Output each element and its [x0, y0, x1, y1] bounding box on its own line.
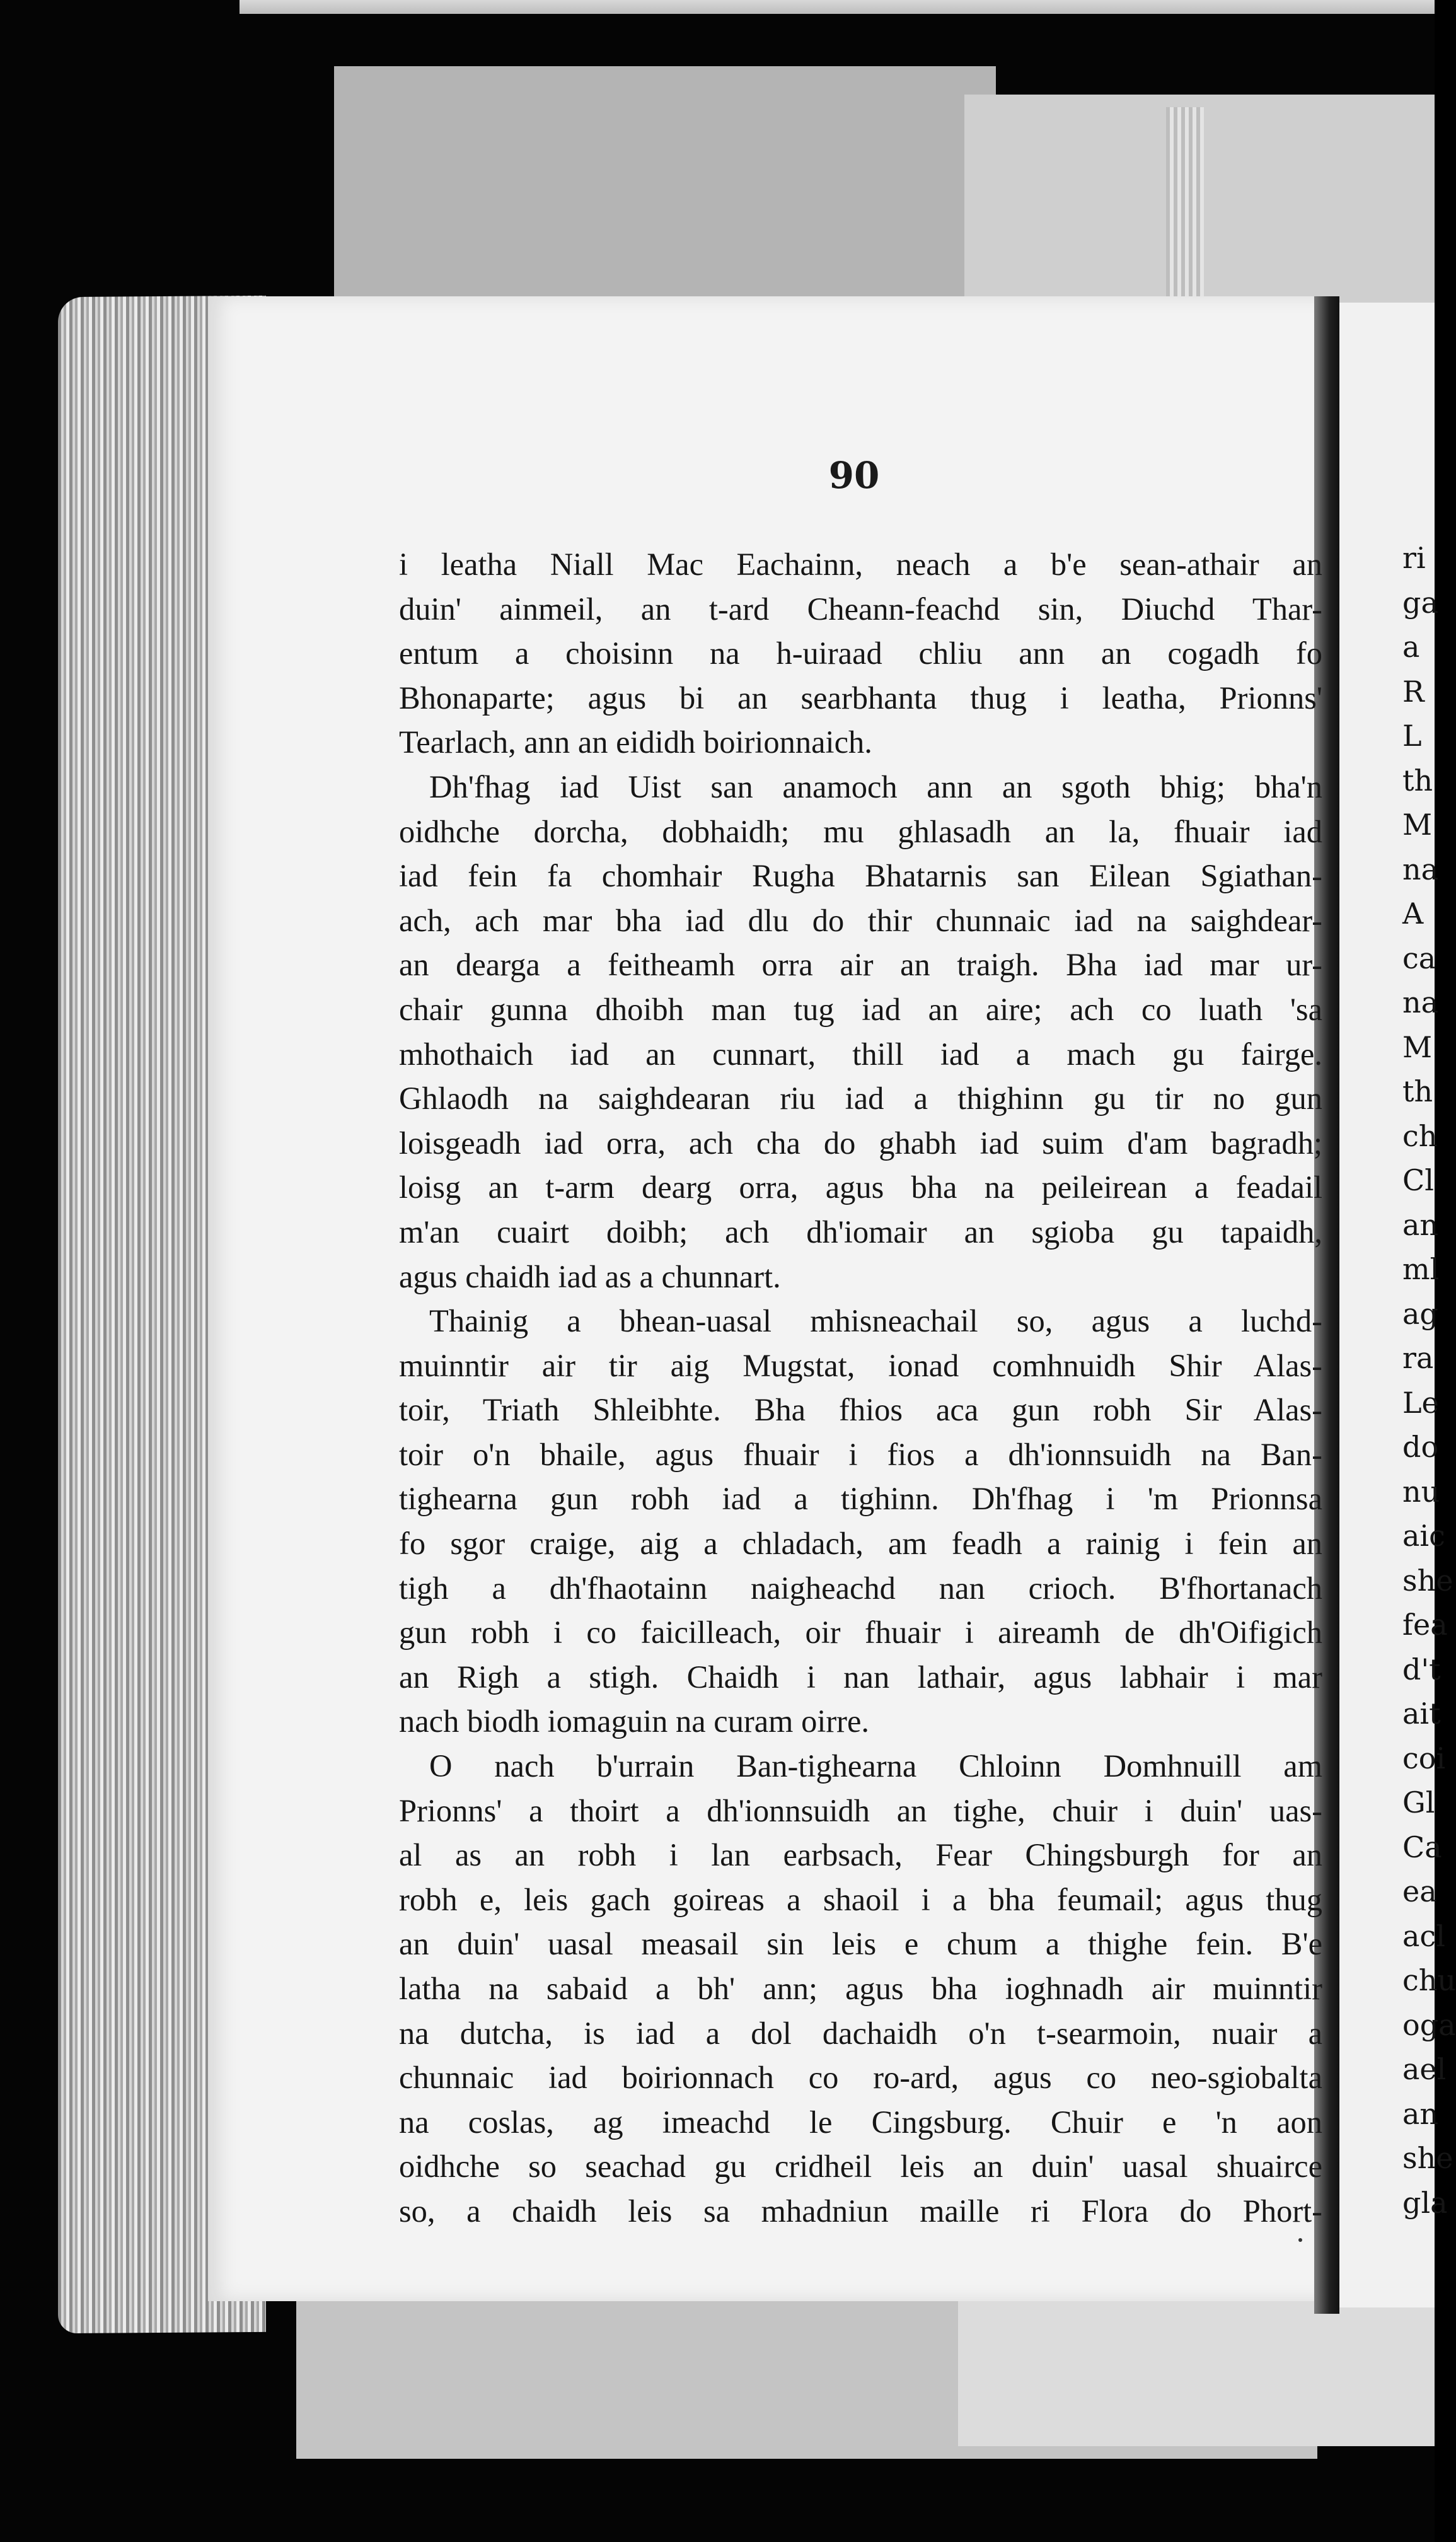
text-line: toir, Triath Shleibhte. Bha fhios aca gun robh Sir Alas- — [399, 1392, 1322, 1428]
text-line: na dutcha, is iad a dol dachaidh o'n t-searmoin, nuair a — [399, 2015, 1322, 2051]
next-page-fragment: ea — [1402, 1874, 1437, 1908]
next-page-fragment: ag — [1402, 1296, 1438, 1331]
text-line: al as an robh i lan earbsach, Fear Chingsburgh for an — [399, 1837, 1322, 1873]
text-line: agus chaidh iad as a chunnart. — [399, 1258, 781, 1294]
text-line: robh e, leis gach goireas a shaoil i a bha feumail; agus thug — [399, 1881, 1322, 1917]
next-page-fragment: ra — [1402, 1341, 1434, 1375]
text-line: iad fein fa chomhair Rugha Bhatarnis san Eilean Sgiathan- — [399, 858, 1322, 894]
backing-board-top — [334, 66, 996, 331]
text-line: Ghlaodh na saighdearan riu iad a thighinn gu tir no gun — [399, 1081, 1322, 1117]
next-page-fragment: th — [1402, 763, 1433, 798]
next-page-fragment: ml — [1402, 1252, 1440, 1286]
text-line: oidhche dorcha, dobhaidh; mu ghlasadh an la, fhuair iad — [399, 813, 1322, 849]
text-line: ach, ach mar bha iad dlu do thir chunnaic iad na saighdear- — [399, 902, 1322, 938]
next-page-fragment: d't — [1402, 1652, 1441, 1686]
next-page-edge — [1339, 303, 1456, 2307]
ink-speck — [1298, 2238, 1302, 2242]
text-line: latha na sabaid a bh' ann; agus bha ioghnadh air muinntir — [399, 1971, 1322, 2006]
text-line: loisg an t-arm dearg orra, agus bha na peileirean a feadail — [399, 1169, 1322, 1205]
next-page-fragment: she — [1402, 2141, 1453, 2175]
page-body-text — [399, 542, 1322, 2234]
next-page-fragment: she — [1402, 1563, 1453, 1598]
next-page-fragment: A — [1402, 897, 1424, 931]
text-line: loisgeadh iad orra, ach cha do ghabh iad suim d'am bagradh; — [399, 1125, 1322, 1161]
text-line: an Righ a stigh. Chaidh i nan lathair, agus labhair i mar — [399, 1659, 1322, 1695]
next-page-fragment: a — [1402, 630, 1420, 664]
text-line: i leatha Niall Mac Eachainn, neach a b'e sean-athair an — [399, 547, 1322, 582]
text-line: gun robh i co faicilleach, oir fhuair i aireamh de dh'Oifigich — [399, 1615, 1322, 1651]
next-page-fragment: na — [1402, 985, 1439, 1019]
text-line: tigh a dh'fhaotainn naigheachd nan crioch. B'fhortanach — [399, 1570, 1322, 1606]
next-page-fragment: do — [1402, 1430, 1439, 1464]
next-page-fragment: an — [1402, 1207, 1439, 1242]
binding-clip — [1166, 107, 1204, 303]
text-line: oidhche so seachad gu cridheil leis an duin' uasal shuairce — [399, 2149, 1322, 2185]
next-page-fragment: ga — [1402, 585, 1438, 620]
text-line: duin' ainmeil, an t-ard Cheann-feachd sin, Diuchd Thar- — [399, 591, 1322, 627]
text-line: chunnaic iad boirionnach co ro-ard, agus co neo-sgiobalta — [399, 2060, 1322, 2096]
text-line: na coslas, ag imeachd le Cingsburg. Chuir e 'n aon — [399, 2104, 1322, 2140]
next-page-fragment: ait — [1402, 1697, 1441, 1731]
next-page-fragment: na — [1402, 852, 1439, 886]
text-line: O nach b'urrain Ban-tighearna Chloinn Domhnuill am — [429, 1748, 1322, 1784]
next-page-fragment: nu — [1402, 1474, 1440, 1509]
next-page-fragment: Le — [1402, 1385, 1439, 1420]
text-line: Thainig a bhean-uasal mhisneachail so, agus a luchd- — [429, 1303, 1322, 1339]
next-page-fragment: an — [1402, 2096, 1439, 2131]
text-line: Bhonaparte; agus bi an searbhanta thug i leatha, Prionns' — [399, 680, 1322, 716]
next-page-fragment: oga — [1402, 2007, 1456, 2042]
next-page-fragment: R — [1402, 674, 1424, 709]
text-line: Dh'fhag iad Uist san anamoch ann an sgoth bhig; bha'n — [429, 769, 1322, 804]
text-line: tighearna gun robh iad a tighinn. Dh'fhag i 'm Prionnsa — [399, 1481, 1322, 1517]
text-line: an duin' uasal measail sin leis e chum a thighe fein. B'e — [399, 1926, 1322, 1962]
next-page-fragment: gla — [1402, 2185, 1448, 2220]
next-page-fragment: Cl — [1402, 1163, 1434, 1197]
next-page-fragment: aic — [1402, 1519, 1445, 1553]
next-page-fragment: acl — [1402, 1918, 1445, 1953]
text-line: so, a chaidh leis sa mhadniun maille ri Flora do Phort- — [399, 2193, 1322, 2229]
next-page-fragment: chu — [1402, 1963, 1456, 1997]
next-page-fragment: M — [1402, 1030, 1433, 1064]
next-page-fragment: Ca — [1402, 1830, 1442, 1864]
text-line: muinntir air tir aig Mugstat, ionad comhnuidh Shir Alas- — [399, 1347, 1322, 1383]
next-page-fragment: M — [1402, 808, 1433, 842]
text-line: mhothaich iad an cunnart, thill iad a mach gu fairge. — [399, 1036, 1322, 1072]
next-page-text-edge — [1339, 303, 1456, 2225]
page-number: 90 — [828, 454, 880, 497]
text-line: m'an cuairt doibh; ach dh'iomair an sgioba gu tapaidh, — [399, 1214, 1322, 1250]
next-page-fragment: ri — [1402, 541, 1426, 575]
next-page-fragment: th — [1402, 1074, 1433, 1108]
text-line: chair gunna dhoibh man tug iad an aire; ach co luath 'sa — [399, 991, 1322, 1027]
text-line: toir o'n bhaile, agus fhuair i fios a dh'ionnsuidh na Ban- — [399, 1436, 1322, 1472]
next-page-fragment: Gl — [1402, 1785, 1435, 1819]
text-line: fo sgor craige, aig a chladach, am feadh a rainig i fein an — [399, 1526, 1322, 1562]
text-line: entum a choisinn na h-uiraad chliu ann an cogadh fo — [399, 636, 1322, 671]
scanner-top-strip — [240, 0, 1435, 14]
next-page-fragment: fea — [1402, 1608, 1448, 1642]
next-page-fragment: L — [1402, 719, 1422, 753]
next-page-fragment: ch — [1402, 1118, 1438, 1153]
next-page-fragment: ca — [1402, 941, 1436, 975]
text-line: nach biodh iomaguin na curam oirre. — [399, 1703, 870, 1739]
text-line: Tearlach, ann an eididh boirionnaich. — [399, 724, 872, 760]
text-line: an dearga a feitheamh orra air an traigh. Bha iad mar ur- — [399, 947, 1322, 983]
next-page-fragment: ael — [1402, 2052, 1447, 2086]
next-page-fragment: coi — [1402, 1741, 1446, 1775]
text-line: Prionns' a thoirt a dh'ionnsuidh an tighe, chuir i duin' uas- — [399, 1792, 1322, 1828]
